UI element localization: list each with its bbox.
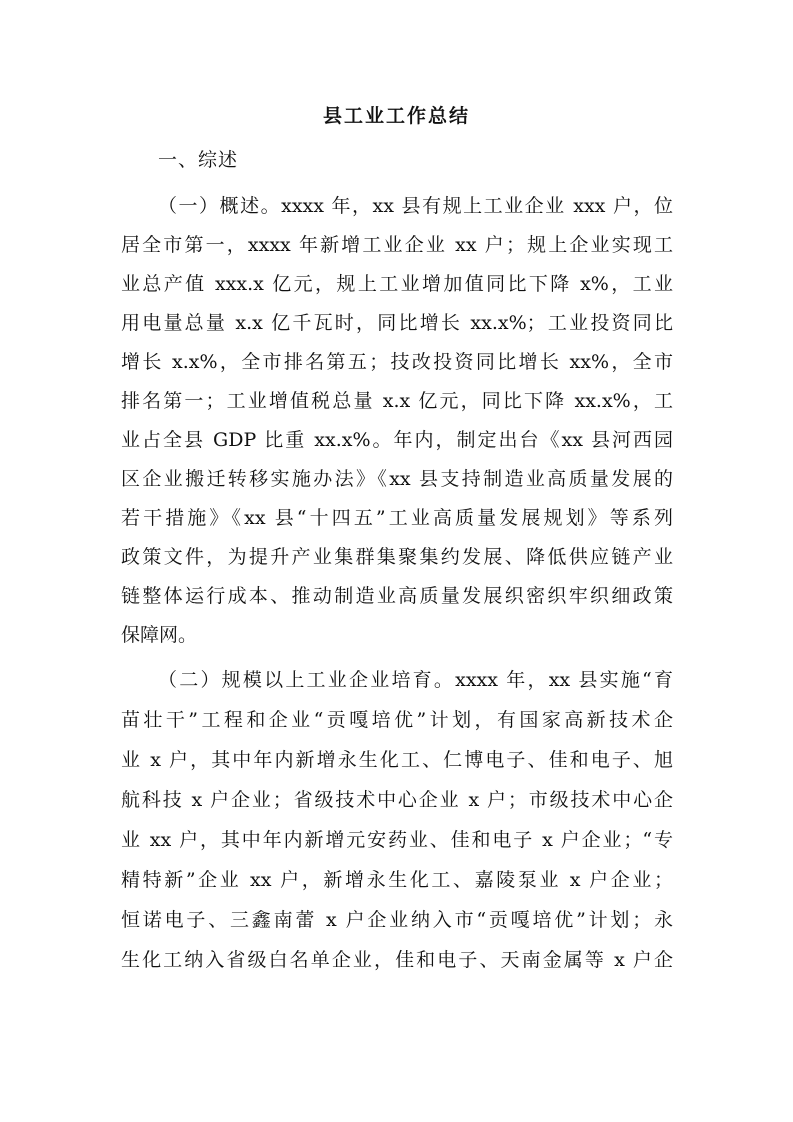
- paragraph-line: 排名第一；工业增值税总量 x.x 亿元，同比下降 xx.x%，工: [121, 390, 673, 412]
- paragraph-line: 区企业搬迁转移实施办法》《xx 县支持制造业高质量发展的: [121, 468, 673, 490]
- paragraph-line: （一）概述。xxxx 年，xx 县有规上工业企业 xxx 户，位: [158, 195, 673, 217]
- paragraph-line: （二）规模以上工业企业培育。xxxx 年，xx 县实施“育: [158, 669, 673, 691]
- paragraph-line: 苗壮干”工程和企业“贡嘎培优”计划，有国家高新技术企: [121, 709, 673, 731]
- paragraph-line: 若干措施》《xx 县“十四五”工业高质量发展规划》等系列: [121, 507, 673, 529]
- paragraph-line: 业占全县 GDP 比重 xx.x%。年内，制定出台《xx 县河西园: [121, 429, 673, 451]
- paragraph-line: 保障网。: [121, 624, 198, 646]
- paragraph-line: 业 x 户，其中年内新增永生化工、仁博电子、佳和电子、旭: [121, 749, 673, 771]
- paragraph-line: 恒诺电子、三鑫南蕾 x 户企业纳入市“贡嘎培优”计划；永: [121, 909, 673, 931]
- paragraph-line: 生化工纳入省级白名单企业，佳和电子、天南金属等 x 户企: [121, 949, 673, 971]
- paragraph-line: 精特新”企业 xx 户，新增永生化工、嘉陵泵业 x 户企业；: [121, 869, 673, 891]
- paragraph-line: 居全市第一，xxxx 年新增工业企业 xx 户；规上企业实现工: [121, 234, 673, 256]
- document-title: 县工业工作总结: [322, 105, 470, 127]
- paragraph-line: 政策文件，为提升产业集群集聚集约发展、降低供应链产业: [121, 546, 673, 568]
- section-heading: 一、综述: [158, 149, 239, 171]
- paragraph-line: 链整体运行成本、推动制造业高质量发展织密织牢织细政策: [121, 585, 673, 607]
- paragraph-line: 用电量总量 x.x 亿千瓦时，同比增长 xx.x%；工业投资同比: [121, 312, 673, 334]
- paragraph-line: 航科技 x 户企业；省级技术中心企业 x 户；市级技术中心企: [121, 789, 673, 811]
- paragraph-line: 业 xx 户，其中年内新增元安药业、佳和电子 x 户企业；“专: [121, 829, 673, 851]
- paragraph-line: 业总产值 xxx.x 亿元，规上工业增加值同比下降 x%，工业: [121, 273, 673, 295]
- paragraph-line: 增长 x.x%，全市排名第五；技改投资同比增长 xx%，全市: [121, 351, 673, 373]
